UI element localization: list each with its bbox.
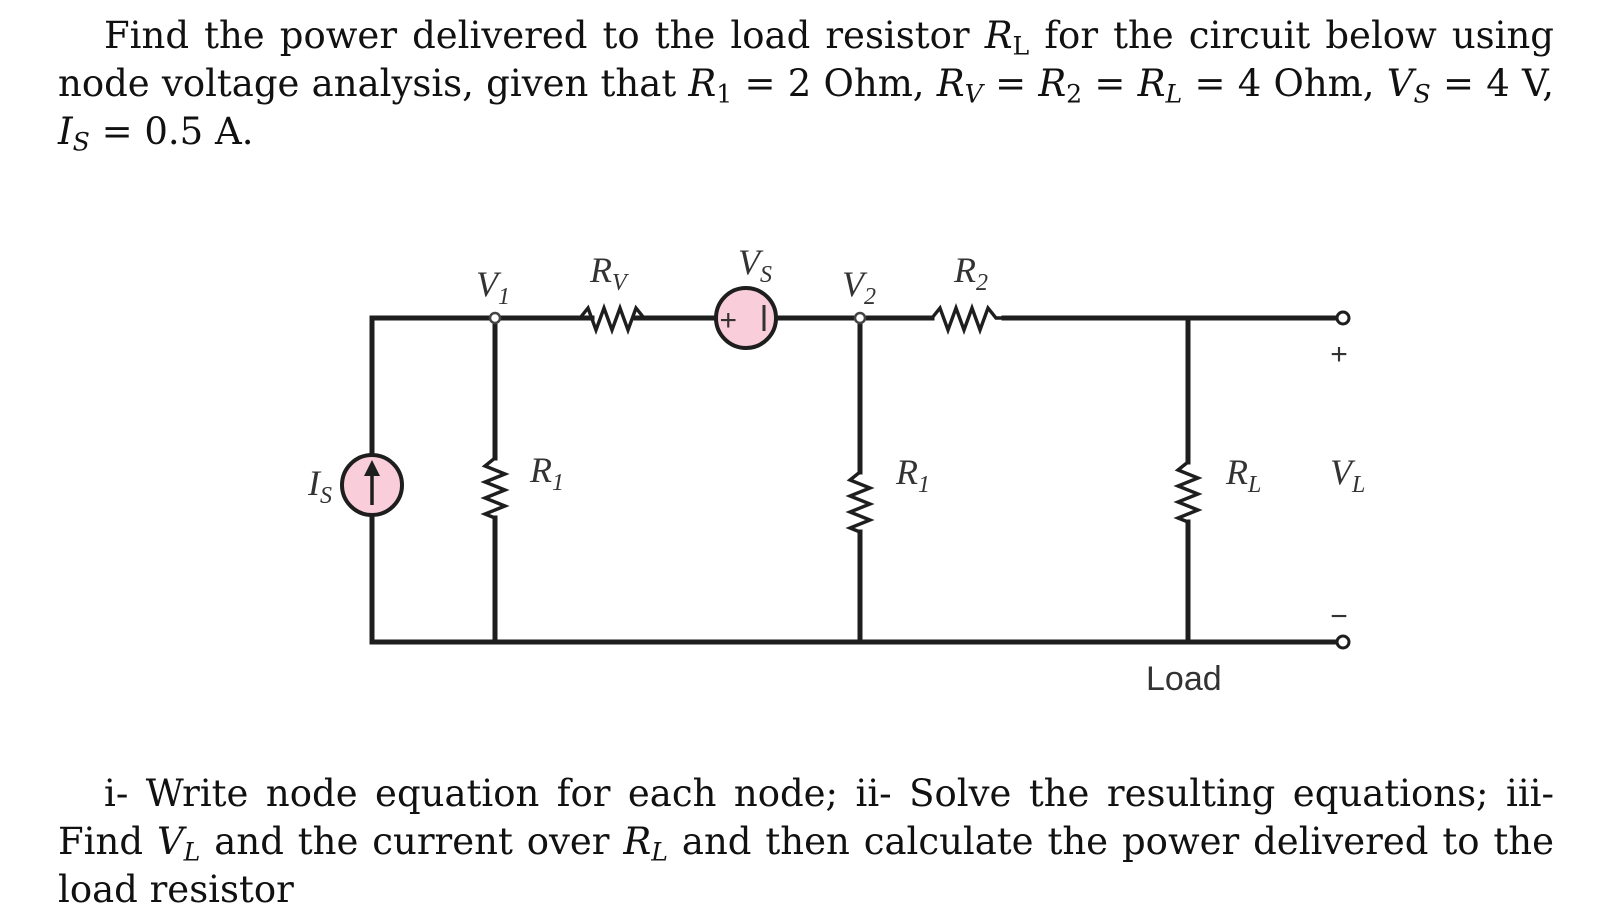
current-source-is	[342, 455, 402, 515]
task-instructions: i- Write node equation for each node; ii- Solve the resulting equations; iii-Find $V_L$ and the current over $R_L$ and then calculate the power delivered to the load resistor	[58, 772, 1554, 911]
v2-label: $V_2$	[842, 264, 876, 310]
node-v2-dot	[855, 313, 865, 323]
r1-middle-label: $R_1$	[896, 452, 930, 498]
v1-label: $V_1$	[476, 264, 510, 310]
terminal-negative	[1337, 636, 1349, 648]
resistor-r1-middle	[850, 472, 870, 532]
vl-minus-sign: −	[1330, 600, 1348, 633]
resistor-rl	[1178, 462, 1198, 522]
resistor-r2	[932, 308, 1004, 330]
voltage-source-vs	[716, 288, 776, 348]
vl-label: $V_L$	[1330, 452, 1366, 498]
rv-label: $R_V$	[590, 250, 627, 296]
rl-label: $R_L$	[1226, 452, 1262, 498]
load-label: Load	[1146, 660, 1222, 698]
node-v1-dot	[490, 313, 500, 323]
resistor-r1-left	[485, 458, 505, 518]
vs-label: $V_S$	[738, 242, 772, 288]
problem-statement: Find the power delivered to the load resistor $R_L$ for the circuit below using node voltage analysis, given that $R_1 = 2$ Ohm, $R_V = R_2 = R_L = 4$ Ohm, $V_S = 4$ V, $I_S = 0.5$ A.	[58, 14, 1554, 157]
r2-label: $R_2$	[954, 250, 988, 296]
vl-plus-sign: +	[1330, 338, 1348, 371]
terminal-positive	[1337, 312, 1349, 324]
is-label: $I_S$	[308, 463, 332, 509]
r1-left-label: $R_1$	[530, 450, 564, 496]
svg-text:+: +	[719, 304, 737, 337]
